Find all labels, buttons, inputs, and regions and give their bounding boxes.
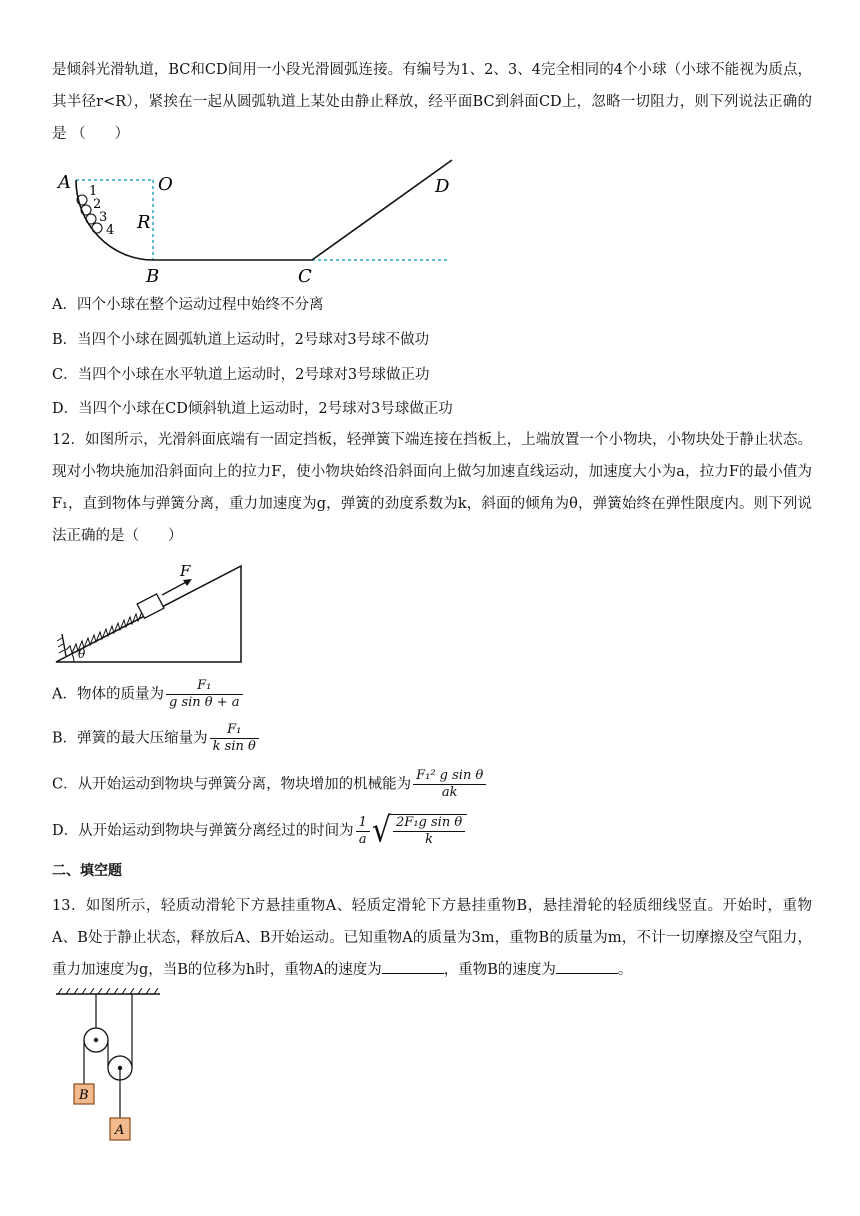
q13-stem: 13．如图所示，轻质动滑轮下方悬挂重物A、轻质定滑轮下方悬挂重物B，悬挂滑轮的轻质细线竖直。开始时，重物A、B处于静止状态，释放后A、B开始运动。已知重物A的质量为3m，重物B的质量为m，不计一切摩擦及空气阻力，重力加速度为g，当B的位移为h时，重物A的速度为 ，重物B的速度为 。	[52, 898, 812, 978]
q12-incline-figure	[52, 560, 248, 668]
q11-option-d: D．当四个小球在CD倾斜轨道上运动时，2号球对3号球做正功	[52, 401, 453, 417]
q12-option-d: D．从开始运动到物块与弹簧分离经过的时间为 $\frac{1}{a}$ √ $\frac{\text{2F₁g sin θ}}{k}$	[52, 814, 467, 848]
point-o-label: O	[158, 174, 173, 195]
ball-3-label: 3	[99, 210, 108, 225]
compression-fraction: $\frac{\text{F₁}}{\text{k sin θ}}$	[210, 722, 259, 755]
q13-pulley-figure	[52, 988, 192, 1144]
q11-stem: 是倾斜光滑轨道，BC和CD间用一小段光滑圆弧连接。有编号为1、2、3、4完全相同的4个小球（小球不能视为质点，其半径r<R），紧挨在一起从圆弧轨道上某处由静止释放，经平面BC到斜面CD上，忽略一切阻力，则下列说法正确的是 （ ）	[52, 62, 812, 142]
ball-2-label: 2	[93, 197, 102, 212]
point-d-label: D	[435, 176, 450, 197]
force-f-label: F	[180, 562, 191, 580]
q11-option-b: B．当四个小球在圆弧轨道上运动时，2号球对3号球不做功	[52, 332, 430, 348]
radius-r-label: R	[137, 212, 151, 233]
answer-blank-b[interactable]	[556, 959, 618, 974]
q12-option-b: B．弹簧的最大压缩量为 $\frac{\text{F₁}}{\text{k sin θ}}$	[52, 722, 261, 755]
q11-option-c: C．当四个小球在水平轨道上运动时，2号球对3号球做正功	[52, 367, 430, 383]
q12-option-a: A．物体的质量为 $\frac{\text{F₁}}{\text{g sin θ + a}}$	[52, 678, 245, 711]
answer-blank-a[interactable]	[382, 959, 444, 974]
ball-4-label: 4	[106, 223, 115, 238]
point-a-label: A	[58, 172, 71, 193]
weight-b-label: B	[79, 1088, 89, 1103]
q11-option-a: A．四个小球在整个运动过程中始终不分离	[52, 297, 324, 313]
energy-fraction: $\frac{\text{F₁² g sin θ}}{ak}$	[413, 768, 486, 801]
q12-stem: 12．如图所示，光滑斜面底端有一固定挡板，轻弹簧下端连接在挡板上，上端放置一个小物块，小物块处于静止状态。现对小物块施加沿斜面向上的拉力F，使小物块始终沿斜面向上做匀加速直线运动，加速度大小为a，拉力F的最小值为F₁，直到物体与弹簧分离，重力加速度为g，弹簧的劲度系数为k，斜面的倾角为θ，弹簧始终在弹性限度内。则下列说法正确的是（ ）	[52, 432, 812, 544]
point-b-label: B	[146, 266, 160, 287]
point-c-label: C	[298, 266, 312, 287]
time-coefficient: $\frac{1}{a}$	[356, 815, 370, 848]
time-radical: √ $\frac{\text{2F₁g sin θ}}{k}$	[372, 814, 467, 848]
q11-track-figure	[52, 158, 462, 288]
angle-theta-label: θ	[78, 647, 86, 661]
q12-option-c: C．从开始运动到物块与弹簧分离，物块增加的机械能为 $\frac{\text{F₁² g sin θ}}{ak}$	[52, 768, 488, 801]
section-title: 二、填空题	[52, 863, 122, 879]
ball-1-label: 1	[89, 184, 98, 199]
weight-a-label: A	[115, 1123, 125, 1138]
mass-fraction: $\frac{\text{F₁}}{\text{g sin θ + a}}$	[166, 678, 243, 711]
